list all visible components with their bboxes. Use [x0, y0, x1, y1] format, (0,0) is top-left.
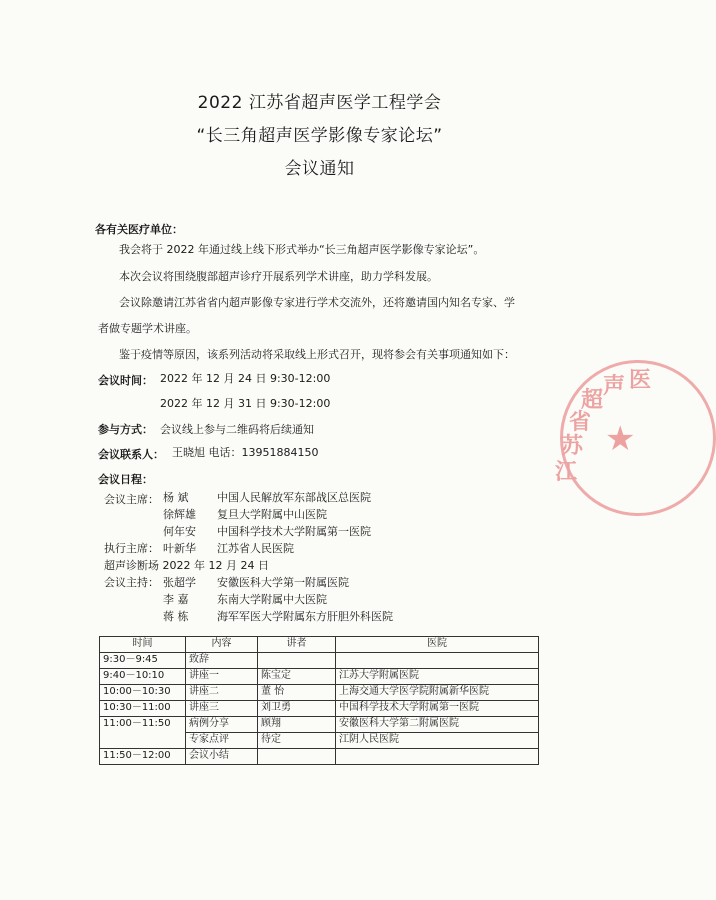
cell-time: 9:40－10:10 [100, 669, 186, 685]
official-seal [555, 360, 716, 516]
title-line-3: 会议通知 [284, 159, 355, 179]
header-cell: 医院 [336, 637, 539, 653]
table-row [100, 749, 539, 765]
chair-name: 徐辉雄 [163, 508, 196, 521]
table-row [100, 685, 539, 701]
host-name: 李 嘉 [163, 593, 189, 606]
header-cell: 内容 [186, 637, 258, 653]
table-row [100, 701, 539, 717]
cell-hospital [336, 653, 539, 669]
cell-hospital: 上海交通大学医学院附属新华医院 [336, 685, 539, 701]
chair-name: 杨 斌 [163, 491, 189, 504]
cell-hospital: 江阴人民医院 [336, 733, 539, 749]
cell-speaker [258, 653, 336, 669]
cell-content: 讲座一 [186, 669, 258, 685]
cell-content: 病例分享 [186, 717, 258, 733]
title-line-2: “长三角超声医学影像专家论坛” [196, 126, 443, 146]
contact-label: 会议联系人： [98, 448, 164, 461]
greeting: 各有关医疗单位： [95, 223, 183, 236]
seal-char: 省 [569, 410, 592, 435]
paragraph-3b: 者做专题学术讲座。 [98, 322, 197, 335]
schedule-table [99, 636, 539, 765]
title-line-1: 2022 江苏省超声医学工程学会 [197, 93, 442, 113]
cell-time: 11:50－12:00 [100, 749, 186, 765]
cell-content: 致辞 [186, 653, 258, 669]
chair-name: 何年安 [163, 525, 196, 538]
seal-char: 声 [603, 374, 626, 399]
paragraph-3a: 会议除邀请江苏省省内超声影像专家进行学术交流外，还将邀请国内知名专家、学 [119, 296, 515, 309]
method-text: 会议线上参与二维码将后续通知 [160, 423, 314, 436]
agenda-label: 会议日程： [98, 473, 153, 486]
method-label: 参与方式： [98, 423, 153, 436]
chair-org: 复旦大学附属中山医院 [217, 508, 327, 521]
cell-hospital: 江苏大学附属医院 [336, 669, 539, 685]
cell-speaker: 刘卫勇 [258, 701, 336, 717]
cell-time: 9:30－9:45 [100, 653, 186, 669]
star-icon: ★ [605, 419, 636, 459]
table-row [100, 653, 539, 669]
cell-time: 10:30－11:00 [100, 701, 186, 717]
header-cell: 讲者 [258, 637, 336, 653]
time-2: 2022 年 12 月 31 日 9:30-12:00 [160, 397, 331, 410]
cell-speaker: 陈宝定 [258, 669, 336, 685]
cell-content: 专家点评 [186, 733, 258, 749]
header-cell: 时间 [100, 637, 186, 653]
host-org: 安徽医科大学第一附属医院 [217, 576, 349, 589]
time-label: 会议时间： [98, 374, 153, 387]
cell-speaker: 待定 [258, 733, 336, 749]
cell-time: 10:00－10:30 [100, 685, 186, 701]
host-org: 海军军医大学附属东方肝胆外科医院 [217, 610, 393, 623]
exec-org: 江苏省人民医院 [217, 542, 294, 555]
cell-speaker: 顾翔 [258, 717, 336, 733]
table-header-row [100, 637, 539, 653]
exec-name: 叶新华 [163, 542, 196, 555]
cell-speaker: 董 怡 [258, 685, 336, 701]
host-name: 张超学 [163, 576, 196, 589]
cell-hospital [336, 749, 539, 765]
contact-text: 王晓旭 电话：13951884150 [172, 446, 319, 459]
cell-content: 会议小结 [186, 749, 258, 765]
exec-label: 执行主席： [104, 542, 159, 555]
chair-org: 中国人民解放军东部战区总医院 [217, 491, 371, 504]
cell-hospital: 中国科学技术大学附属第一医院 [336, 701, 539, 717]
table-row [100, 669, 539, 685]
paragraph-4: 鉴于疫情等原因，该系列活动将采取线上形式召开，现将参会有关事项通知如下： [119, 348, 515, 361]
cell-time: 11:00－11:50 [100, 717, 186, 749]
cell-hospital: 安徽医科大学第二附属医院 [336, 717, 539, 733]
time-1: 2022 年 12 月 24 日 9:30-12:00 [160, 372, 331, 385]
seal-char: 苏 [561, 434, 584, 459]
host-org: 东南大学附属中大医院 [217, 593, 327, 606]
chair-org: 中国科学技术大学附属第一医院 [217, 525, 371, 538]
paragraph-2: 本次会议将围绕腹部超声诊疗开展系列学术讲座，助力学科发展。 [119, 270, 438, 283]
table-row [100, 717, 539, 733]
hosts-label: 会议主持： [104, 576, 159, 589]
cell-speaker [258, 749, 336, 765]
cell-content: 讲座三 [186, 701, 258, 717]
seal-char: 超 [581, 388, 604, 413]
cell-content: 讲座二 [186, 685, 258, 701]
paragraph-1: 我会将于 2022 年通过线上线下形式举办“长三角超声医学影像专家论坛”。 [119, 243, 485, 256]
seal-char: 医 [629, 368, 652, 393]
chairs-label: 会议主席： [104, 493, 159, 506]
venue-line: 超声诊断场 2022 年 12 月 24 日 [104, 559, 269, 572]
seal-char: 江 [555, 460, 578, 485]
host-name: 蒋 栋 [163, 610, 189, 623]
